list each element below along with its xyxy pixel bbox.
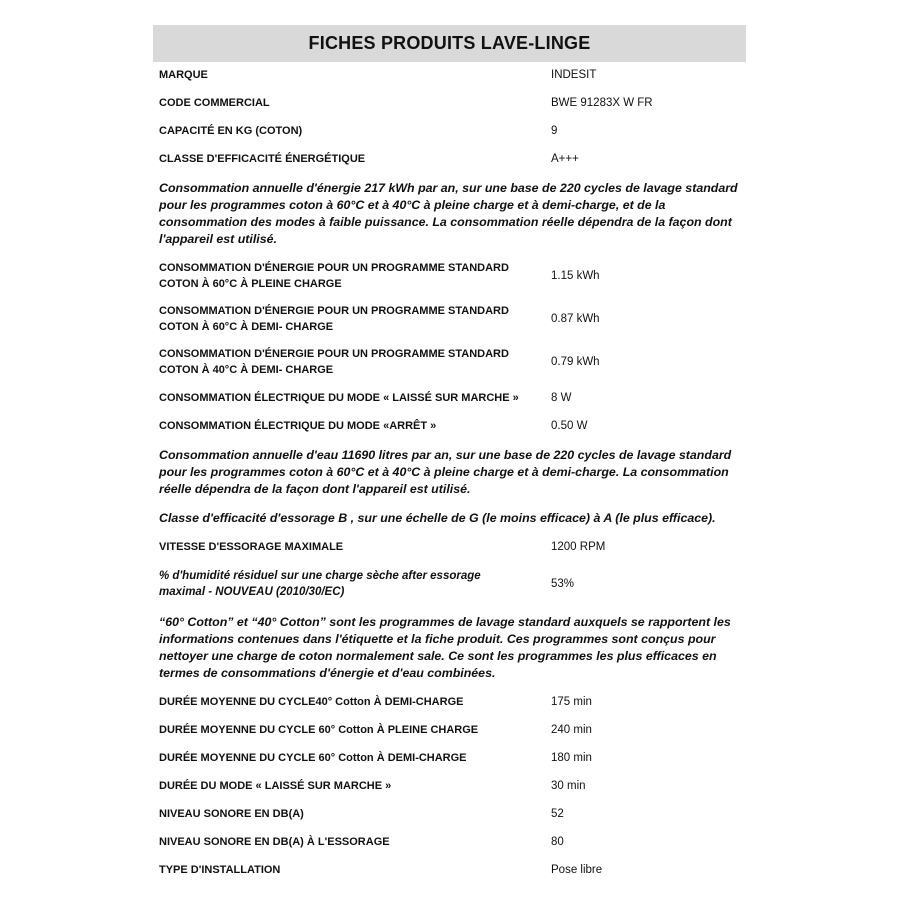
- brand-value: INDESIT: [551, 69, 597, 81]
- page-title: FICHES PRODUITS LAVE-LINGE: [153, 25, 746, 62]
- cycle-60-half-label: DURÉE MOYENNE DU CYCLE 60° Cotton À DEMI-CHARGE: [159, 752, 467, 764]
- commercial-code-value: BWE 91283X W FR: [551, 97, 653, 109]
- energy-class-value: A+++: [551, 153, 579, 165]
- energy-note: Consommation annuelle d'énergie 217 kWh par an, sur une base de 220 cycles de lavage standard pour les programmes coton à 60°C et à 40°C à pleine charge et à demi-charge, et de la consommation des modes à faible puissance. La consommation réelle dépendra de la façon dont l'appareil est utilisé.: [159, 181, 738, 246]
- spin-speed-label: VITESSE D'ESSORAGE MAXIMALE: [159, 541, 344, 553]
- cycle-60-half-value: 180 min: [551, 752, 592, 764]
- installation-type-value: Pose libre: [551, 864, 603, 876]
- off-power-label: CONSOMMATION ÉLECTRIQUE DU MODE «ARRÊT »: [159, 420, 437, 432]
- left-on-duration-label: DURÉE DU MODE « LAISSÉ SUR MARCHE »: [159, 780, 392, 792]
- left-on-power-value: 8 W: [551, 392, 572, 404]
- spin-noise-label: NIVEAU SONORE EN DB(A) À L'ESSORAGE: [159, 836, 390, 848]
- capacity-label: CAPACITÉ EN KG (COTON): [159, 125, 303, 137]
- left-on-duration-value: 30 min: [551, 780, 586, 792]
- cycle-60-full-value: 240 min: [551, 724, 592, 736]
- brand-label: MARQUE: [159, 69, 208, 81]
- energy-40-half-label-line2: COTON À 40°C À DEMI- CHARGE: [159, 364, 334, 376]
- noise-label: NIVEAU SONORE EN DB(A): [159, 808, 304, 820]
- spin-speed-value: 1200 RPM: [551, 541, 606, 553]
- installation-type-label: TYPE D'INSTALLATION: [159, 864, 281, 876]
- humidity-label-line1: % d'humidité résiduel sur une charge sèche after essorage: [159, 570, 481, 582]
- water-note: Consommation annuelle d'eau 11690 litres par an, sur une base de 220 cycles de lavage standard pour les programmes coton à 60°C et à 40°C à pleine charge et à demi-charge. La consommation réelle dépendra de la façon dont l'appareil est utilisé.: [159, 448, 732, 496]
- humidity-value: 53%: [551, 578, 575, 590]
- energy-60-half-value: 0.87 kWh: [551, 313, 600, 325]
- left-on-power-label: CONSOMMATION ÉLECTRIQUE DU MODE « LAISSÉ SUR MARCHE »: [159, 392, 519, 404]
- commercial-code-label: CODE COMMERCIAL: [159, 97, 270, 109]
- energy-60-full-label-line1: CONSOMMATION D'ÉNERGIE POUR UN PROGRAMME STANDARD: [159, 262, 509, 274]
- energy-40-half-label-line1: CONSOMMATION D'ÉNERGIE POUR UN PROGRAMME STANDARD: [159, 348, 509, 360]
- cycle-40-half-label: DURÉE MOYENNE DU CYCLE40° Cotton À DEMI-CHARGE: [159, 696, 464, 708]
- spin-class-note: Classe d'efficacité d'essorage B , sur une échelle de G (le moins efficace) à A (le plus efficace).: [159, 511, 716, 525]
- energy-60-full-label-line2: COTON À 60°C À PLEINE CHARGE: [159, 278, 342, 290]
- energy-60-half-label-line1: CONSOMMATION D'ÉNERGIE POUR UN PROGRAMME STANDARD: [159, 305, 509, 317]
- humidity-label-line2: maximal - NOUVEAU (2010/30/EC): [159, 586, 345, 598]
- programs-note: “60° Cotton” et “40° Cotton” sont les programmes de lavage standard auxquels se rapportent les informations contenues dans l'étiquette et la fiche produit. Ces programmes sont conçus pour nettoyer une charge de coton normalement sale. Ce sont les programmes les plus efficaces en termes de consommations d'énergie et d'eau combinées.: [159, 615, 731, 680]
- energy-40-half-value: 0.79 kWh: [551, 356, 600, 368]
- off-power-value: 0.50 W: [551, 420, 588, 432]
- spin-noise-value: 80: [551, 836, 564, 848]
- noise-value: 52: [551, 808, 564, 820]
- energy-class-label: CLASSE D'EFFICACITÉ ÉNERGÉTIQUE: [159, 153, 366, 165]
- cycle-40-half-value: 175 min: [551, 696, 592, 708]
- energy-60-half-label-line2: COTON À 60°C À DEMI- CHARGE: [159, 321, 334, 333]
- cycle-60-full-label: DURÉE MOYENNE DU CYCLE 60° Cotton À PLEINE CHARGE: [159, 724, 479, 736]
- energy-60-full-value: 1.15 kWh: [551, 270, 600, 282]
- capacity-value: 9: [551, 125, 558, 137]
